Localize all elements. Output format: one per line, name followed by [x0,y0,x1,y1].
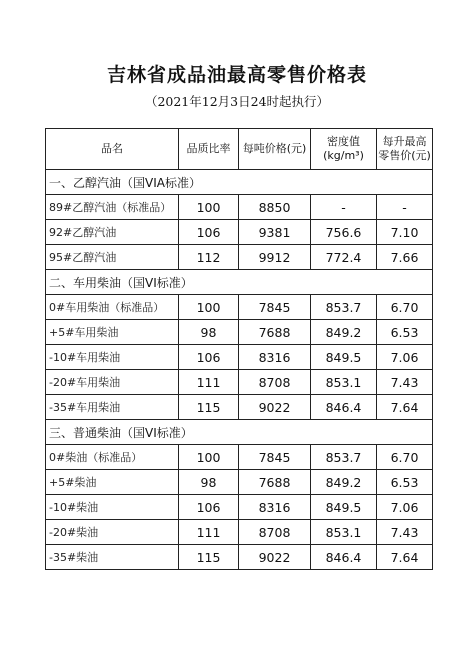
price-per-liter-cell: 6.53 [377,320,433,345]
price-per-liter-cell: 7.43 [377,370,433,395]
quality-ratio-cell: 100 [179,195,239,220]
price-per-ton-cell: 7688 [239,320,311,345]
price-per-liter-cell: 7.06 [377,495,433,520]
table-row [46,445,433,470]
density-cell: 756.6 [311,220,377,245]
table-row [46,545,433,570]
table-row [46,395,433,420]
product-name-cell: -10#柴油 [46,495,179,520]
page-title: 吉林省成品油最高零售价格表 [106,64,367,86]
price-per-liter-cell: 6.70 [377,295,433,320]
product-name-cell: 95#乙醇汽油 [46,245,179,270]
header-price-liter: 每升最高 零售价(元) [377,129,433,170]
quality-ratio-cell: 112 [179,245,239,270]
product-name-cell: -10#车用柴油 [46,345,179,370]
header-density: 密度值 (kg/m³) [311,129,377,170]
price-per-ton-cell: 9912 [239,245,311,270]
table-row [46,320,433,345]
table-row [46,370,433,395]
table-row [46,520,433,545]
table-header [46,129,433,170]
table-row [46,295,433,320]
price-per-ton-cell: 8316 [239,495,311,520]
header-ratio: 品质比率 [179,129,239,170]
density-cell: 853.7 [311,445,377,470]
price-per-ton-cell: 7845 [239,445,311,470]
section-title: 三、普通柴油（国VI标准） [46,420,433,445]
product-name-cell: 0#柴油（标准品） [46,445,179,470]
density-cell: 846.4 [311,545,377,570]
table-row [46,495,433,520]
product-name-cell: -20#柴油 [46,520,179,545]
effective-date-subtitle: （2021年12月3日24时起执行） [144,94,330,109]
density-cell: 853.7 [311,295,377,320]
price-per-liter-cell: - [377,195,433,220]
price-per-ton-cell: 7845 [239,295,311,320]
price-per-ton-cell: 7688 [239,470,311,495]
table-body [46,170,433,570]
section-row [46,170,433,195]
density-cell: 772.4 [311,245,377,270]
quality-ratio-cell: 111 [179,520,239,545]
price-per-ton-cell: 9022 [239,545,311,570]
quality-ratio-cell: 106 [179,345,239,370]
price-per-ton-cell: 9022 [239,395,311,420]
density-cell: 853.1 [311,370,377,395]
price-per-liter-cell: 7.66 [377,245,433,270]
quality-ratio-cell: 98 [179,320,239,345]
table-row [46,220,433,245]
quality-ratio-cell: 106 [179,220,239,245]
table-row [46,245,433,270]
header-price-ton: 每吨价格(元) [239,129,311,170]
header-name: 品名 [46,129,179,170]
quality-ratio-cell: 115 [179,545,239,570]
header-row [46,129,433,170]
product-name-cell: +5#柴油 [46,470,179,495]
density-cell: 853.1 [311,520,377,545]
quality-ratio-cell: 98 [179,470,239,495]
product-name-cell: +5#车用柴油 [46,320,179,345]
price-per-ton-cell: 8850 [239,195,311,220]
price-per-liter-cell: 7.06 [377,345,433,370]
product-name-cell: -20#车用柴油 [46,370,179,395]
quality-ratio-cell: 106 [179,495,239,520]
density-cell: 849.5 [311,345,377,370]
price-per-liter-cell: 6.70 [377,445,433,470]
quality-ratio-cell: 115 [179,395,239,420]
section-title: 一、乙醇汽油（国VIA标准） [46,170,433,195]
price-per-liter-cell: 6.53 [377,470,433,495]
table-row [46,345,433,370]
price-table [45,128,433,570]
product-name-cell: 0#车用柴油（标准品） [46,295,179,320]
density-cell: - [311,195,377,220]
price-per-ton-cell: 8316 [239,345,311,370]
density-cell: 849.2 [311,470,377,495]
table-row [46,195,433,220]
price-per-ton-cell: 8708 [239,370,311,395]
price-per-ton-cell: 8708 [239,520,311,545]
section-row [46,270,433,295]
table-row [46,470,433,495]
section-title: 二、车用柴油（国VI标准） [46,270,433,295]
section-row [46,420,433,445]
price-per-liter-cell: 7.10 [377,220,433,245]
quality-ratio-cell: 111 [179,370,239,395]
quality-ratio-cell: 100 [179,295,239,320]
quality-ratio-cell: 100 [179,445,239,470]
density-cell: 849.2 [311,320,377,345]
price-per-liter-cell: 7.43 [377,520,433,545]
price-per-liter-cell: 7.64 [377,395,433,420]
product-name-cell: 89#乙醇汽油（标准品） [46,195,179,220]
density-cell: 846.4 [311,395,377,420]
product-name-cell: 92#乙醇汽油 [46,220,179,245]
price-per-ton-cell: 9381 [239,220,311,245]
density-cell: 849.5 [311,495,377,520]
product-name-cell: -35#车用柴油 [46,395,179,420]
price-per-liter-cell: 7.64 [377,545,433,570]
product-name-cell: -35#柴油 [46,545,179,570]
